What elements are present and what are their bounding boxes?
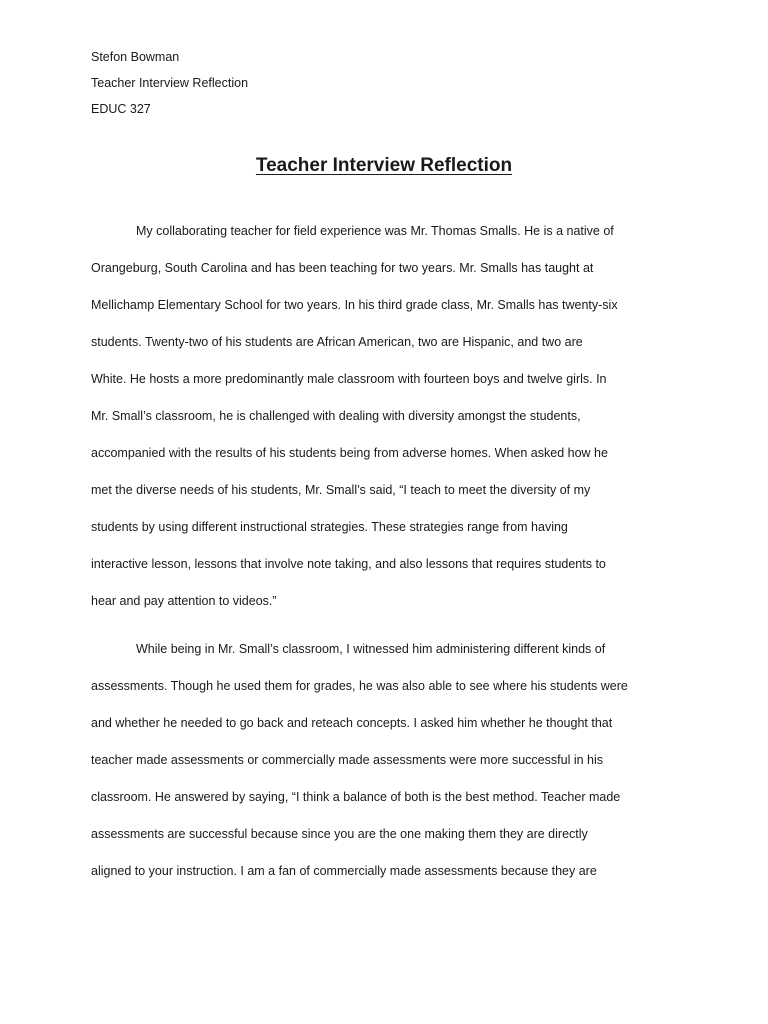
document-header	[91, 44, 248, 122]
text-line: My collaborating teacher for field experience was Mr. Thomas Smalls. He is a native of	[136, 224, 614, 238]
text-line: aligned to your instruction. I am a fan of commercially made assessments because they are	[91, 864, 597, 878]
text-line: classroom. He answered by saying, “I think a balance of both is the best method. Teacher made	[91, 790, 621, 804]
text-line: White. He hosts a more predominantly male classroom with fourteen boys and twelve girls. In	[91, 372, 607, 386]
paragraph-2	[91, 631, 681, 890]
document-title: Teacher Interview Reflection	[255, 155, 513, 176]
text-line: assessments. Though he used them for grades, he was also able to see where his students were	[91, 679, 628, 693]
text-line: While being in Mr. Small’s classroom, I witnessed him administering different kinds of	[136, 642, 606, 656]
text-line: assessments are successful because since you are the one making them they are directly	[91, 827, 588, 841]
text-line: hear and pay attention to videos.”	[91, 594, 277, 608]
text-line: accompanied with the results of his students being from adverse homes. When asked how he	[91, 446, 608, 460]
text-line: met the diverse needs of his students, Mr. Small’s said, “I teach to meet the diversity of my	[91, 483, 591, 497]
text-line: Orangeburg, South Carolina and has been teaching for two years. Mr. Smalls has taught at	[91, 261, 594, 275]
text-line: interactive lesson, lessons that involve note taking, and also lessons that requires students to	[91, 557, 606, 571]
text-line: teacher made assessments or commercially made assessments were more successful in his	[91, 753, 603, 767]
course-code: EDUC 327	[91, 102, 151, 116]
text-line: students. Twenty-two of his students are African American, two are Hispanic, and two are	[91, 335, 583, 349]
text-line: Mellichamp Elementary School for two years. In his third grade class, Mr. Smalls has twenty-six	[91, 298, 618, 312]
text-line: Mr. Small’s classroom, he is challenged with dealing with diversity amongst the students,	[91, 409, 581, 423]
paragraph-1	[91, 213, 681, 620]
assignment-name: Teacher Interview Reflection	[91, 76, 249, 90]
text-line: and whether he needed to go back and reteach concepts. I asked him whether he thought that	[91, 716, 613, 730]
author-name: Stefon Bowman	[91, 50, 180, 64]
text-line: students by using different instructional strategies. These strategies range from having	[91, 520, 568, 534]
